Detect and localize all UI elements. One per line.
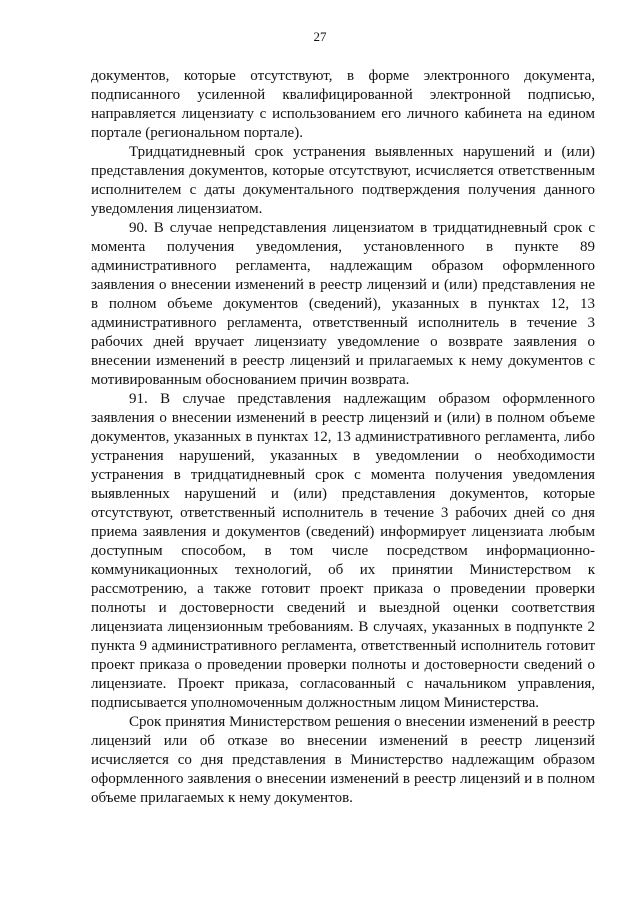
paragraph-continuation: документов, которые отсутствуют, в форме электронного документа, подписанного усиленной квалифицированной электронной подписью, направляется лицензиату с использованием его личного кабинета на едином портале (региональном портале). bbox=[91, 68, 595, 141]
page-number: 27 bbox=[313, 29, 327, 44]
paragraph-90: 90. В случае непредставления лицензиатом в тридцатидневный срок с момента получения уведомления, установленного в пункте 89 административного регламента, надлежащим образом оформленного заявления о внесении изменений в реестр лицензий и (или) представления не в полном объеме документов (сведений), указанных в пунктах 12, 13 административного регламента, ответственный исполнитель в течение 3 рабочих дней вручает лицензиату уведомление о возврате заявления о внесении изменений в реестр лицензий и прилагаемых к нему документов с мотивированным обоснованием причин возврата. bbox=[91, 220, 595, 388]
paragraph-91: 91. В случае представления надлежащим образом оформленного заявления о внесении изменений в реестр лицензий и (или) в полном объеме документов, указанных в пунктах 12, 13 административного регламента, либо устранения нарушений, указанных в уведомлении о необходимости устранения в тридцатидневный срок с момента получения уведомления выявленных нарушений и (или) представления документов, которые отсутствуют, ответственный исполнитель в течение 3 рабочих дней со дня приема заявления и документов (сведений) информирует лицензиата любым доступным способом, в том числе посредством информационно-коммуникационных технологий, об их принятии Министерством к рассмотрению, а также готовит проект приказа о проведении проверки полноты и достоверности сведений и выездной оценки соответствия лицензиата лицензионным требованиям. В случаях, указанных в подпункте 2 пункта 9 административного регламента, ответственный исполнитель готовит проект приказа о проведении проверки полноты и достоверности сведений о лицензиате. Проект приказа, согласованный с начальником управления, подписывается уполномоченным должностным лицом Министерства. bbox=[91, 391, 595, 711]
paragraph-deadline: Тридцатидневный срок устранения выявленных нарушений и (или) представления документов, которые отсутствуют, исчисляется ответственным исполнителем с даты документального подтверждения получения данного уведомления лицензиатом. bbox=[91, 144, 595, 217]
paragraph-decision-term: Срок принятия Министерством решения о внесении изменений в реестр лицензий или об отказе во внесении изменений в реестр лицензий исчисляется со дня представления в Министерство надлежащим образом оформленного заявления о внесении изменений в реестр лицензий и в полном объеме прилагаемых к нему документов. bbox=[91, 714, 595, 806]
document-body bbox=[91, 67, 595, 808]
